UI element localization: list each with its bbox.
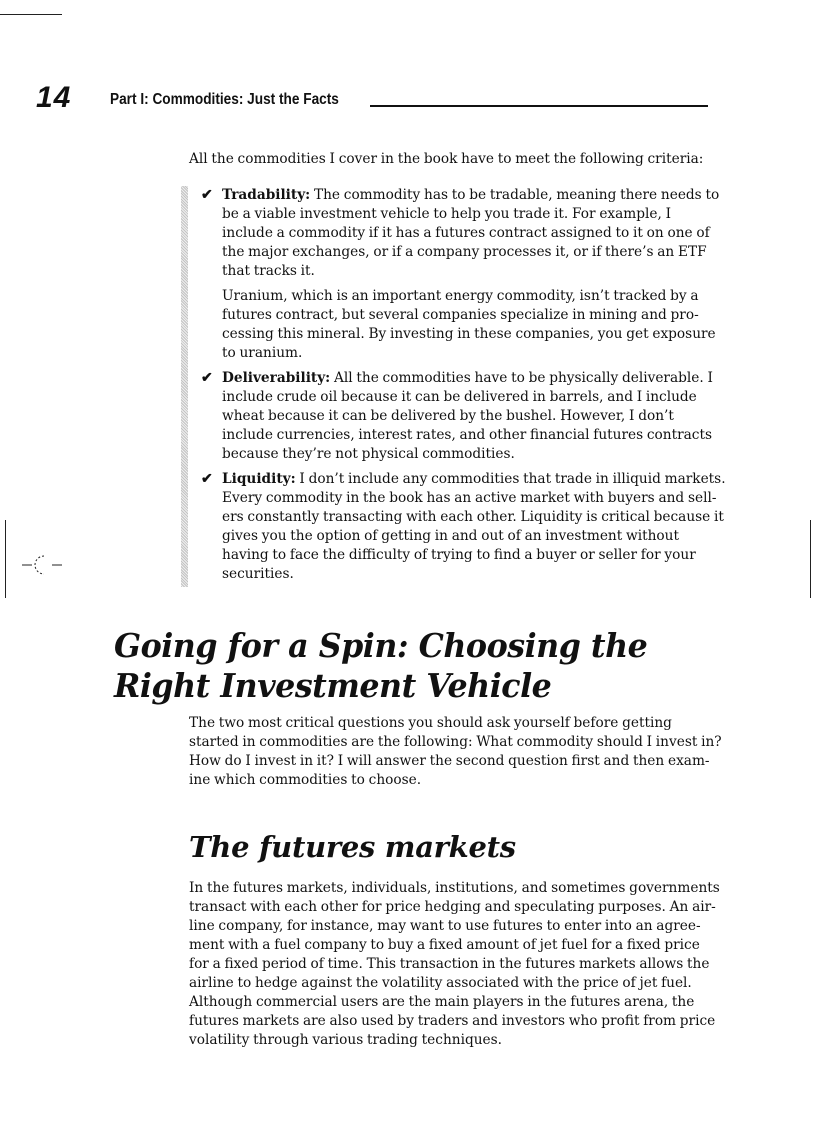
- check-icon: ✔: [201, 370, 213, 386]
- item-text: Tradability: The commodity has to be tradable, meaning there needs to be a viable investment vehicle to help you trade it. For example, I include a commodity if it has a futures contract assigned to it on one of the major exchanges, or if a company processes it, or if there’s an ETF that tracks it.: [222, 187, 720, 279]
- item-followup-text: Uranium, which is an important energy commodity, isn’t tracked by a futures contract, but several companies specialize in mining and pro- cessing this mineral. By investing in these companies, you get exposure to uranium.: [222, 288, 716, 361]
- criteria-list: [201, 186, 726, 590]
- crop-mark-right: [810, 520, 811, 598]
- list-item-deliverability: [201, 369, 721, 464]
- list-item-liquidity: [201, 470, 726, 584]
- crop-mark-left: [5, 520, 6, 598]
- section-heading: Going for a Spin: Choosing the Right Investment Vehicle: [114, 626, 648, 705]
- item-text: Liquidity: I don’t include any commodities that trade in illiquid markets. Every commodity in the book has an active market with buyers and sell- ers constantly transacting with each other. Liquidity is critical because it gives you the option of getting in and out of an investment without having to face the difficulty of trying to find a buyer or seller for your securities.: [222, 471, 726, 582]
- header-rule: [370, 105, 708, 107]
- subsection-paragraph: In the futures markets, individuals, institutions, and sometimes governments transact with each other for price hedging and speculating purposes. An air- line company, for instance, may want to use futures to enter into an agree- ment with a fuel company to buy a fixed amount of jet fuel for a fixed price for a fixed period of time. This transaction in the futures markets allows the airline to hedge against the volatility associated with the price of jet fuel. Although commercial users are the main players in the futures arena, the futures markets are also used by traders and investors who profit from price volatility through various trading techniques.: [189, 880, 720, 1048]
- list-shade-bar: [181, 186, 188, 587]
- item-term: Liquidity:: [222, 471, 296, 487]
- item-term: Tradability:: [222, 187, 311, 203]
- item-text: Deliverability: All the commodities have to be physically deliverable. I include crude oil because it can be delivered in barrels, and I include wheat because it can be delivered by the bushel. However, I don’t include currencies, interest rates, and other financial futures contracts because they’re not physical commodities.: [222, 370, 713, 462]
- crop-mark-top: [0, 14, 62, 15]
- page-header: [36, 82, 708, 114]
- list-item-tradability: [201, 186, 721, 363]
- subsection-heading: The futures markets: [189, 830, 516, 864]
- check-icon: ✔: [201, 187, 213, 203]
- page-number: 14: [36, 81, 72, 114]
- registration-mark-icon: [22, 552, 62, 578]
- item-term: Deliverability:: [222, 370, 331, 386]
- running-head: Part I: Commodities: Just the Facts: [110, 91, 339, 108]
- check-icon: ✔: [201, 471, 213, 487]
- intro-paragraph: All the commodities I cover in the book have to meet the following criteria:: [189, 151, 704, 167]
- section-paragraph: The two most critical questions you should ask yourself before getting started in commodities are the following: What commodity should I invest in? How do I invest in it? I will answer the second question first and then exam- ine which commodities to choose.: [189, 715, 722, 788]
